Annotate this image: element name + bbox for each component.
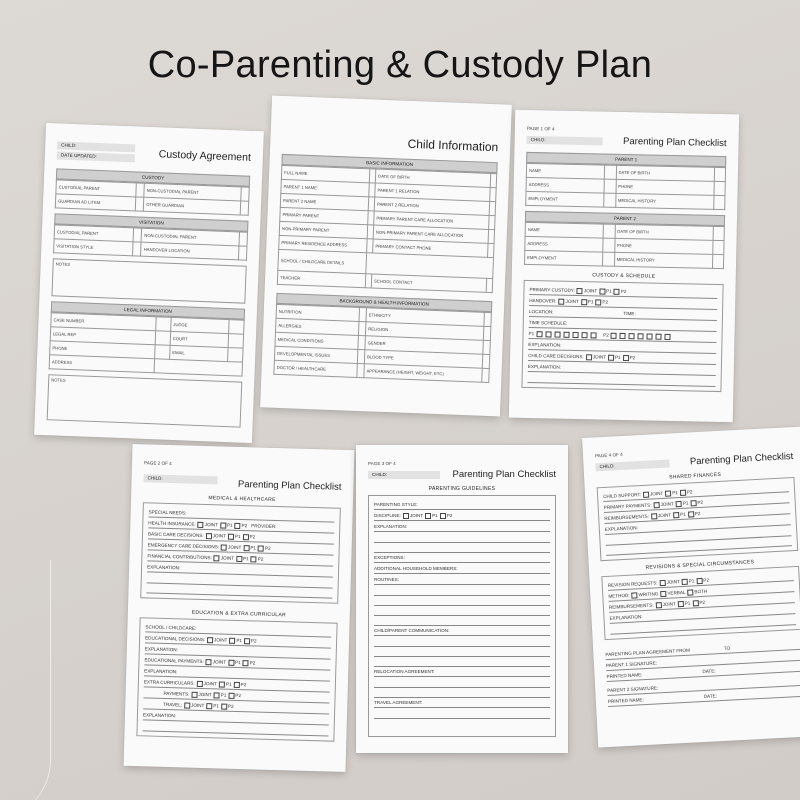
option-label: P1 (606, 288, 612, 294)
checkbox[interactable] (228, 693, 234, 699)
child-field: CHILD: (57, 141, 135, 152)
section-header: CUSTODY (56, 168, 250, 186)
medical-box (140, 502, 341, 603)
date-updated-field: DATE UPDATED: (57, 151, 135, 162)
table-label: DEVELOPMENTAL ISSUES (274, 346, 357, 363)
table-label: DOCTOR / HEALTHCARE (274, 360, 357, 377)
checkbox[interactable] (229, 638, 235, 644)
option-label: JOINT (666, 579, 680, 585)
child-field: CHILD: (527, 135, 603, 145)
table-label: NAME (526, 163, 604, 179)
option-label: P2 (699, 599, 706, 606)
table-label: HANDOVER LOCATION (141, 242, 239, 260)
option-label: P1 (213, 703, 220, 709)
field-label: REVISION REQUESTS: (607, 580, 658, 588)
checkbox[interactable] (221, 544, 227, 550)
field-label: EXPLANATION: (609, 604, 795, 624)
option-label: P1 (242, 556, 249, 562)
field-label: EXCEPTIONS: (374, 553, 550, 563)
checkbox[interactable] (682, 578, 688, 584)
checkbox[interactable] (191, 691, 197, 697)
option-label: JOINT (592, 354, 607, 360)
section-header: REVISIONS & SPECIAL CIRCUMSTANCES (645, 559, 755, 571)
option-label: P1 (684, 600, 691, 606)
field-label: EXPLANATION: (528, 340, 716, 354)
option-label: P1 (225, 681, 232, 687)
table-label: APPEARANCE (HEIGHT, WEIGHT, ETC) (364, 364, 482, 383)
checkbox[interactable] (643, 491, 649, 497)
field-label: LOCATION: (528, 309, 554, 315)
checkbox[interactable] (228, 533, 234, 539)
option-label: JOINT (657, 512, 672, 519)
table-label: NON-CUSTODIAL PARENT (141, 228, 239, 246)
table-label: PHONE (616, 179, 714, 195)
table-label: NAME (525, 222, 603, 238)
option-label: JOINT (212, 533, 227, 539)
table-label: PHONE (50, 341, 156, 359)
option-label: VERBAL (667, 589, 686, 596)
table-label: OTHER GUARDIAN (143, 197, 240, 215)
field-label: TIME: (623, 310, 636, 317)
checkbox[interactable] (673, 512, 679, 518)
field-label: SCHOOL / CHILDCARE: (145, 622, 331, 637)
field-label: CHILD SUPPORT: (602, 492, 642, 499)
table-label: DATE OF BIRTH (615, 224, 713, 240)
education-box (136, 617, 337, 741)
option-label: P1 (234, 533, 241, 540)
checkbox[interactable] (655, 602, 661, 608)
table-label: VISITATION STYLE (54, 239, 133, 256)
section-header: VISITATION (54, 213, 248, 231)
field-label: PRINTED NAME: (606, 672, 643, 680)
field-label: TIME SCHEDULE: (529, 318, 717, 332)
checkbox[interactable] (244, 638, 250, 644)
page-number: PAGE 4 OF 4 (594, 451, 623, 459)
section-header: PARENT 2 (525, 211, 725, 226)
legal-table (49, 312, 245, 376)
checklist-page-2-sheet (124, 444, 355, 772)
field-label: TRAVEL AGREEMENT: (374, 698, 550, 708)
option-label: P2 (694, 510, 701, 517)
field-label: TRAVEL: (163, 701, 183, 708)
option-label: JOINT (649, 490, 664, 497)
option-label: P1 (250, 545, 257, 551)
field-label: EXPLANATION: (143, 710, 329, 725)
table-label: BLOOD TYPE (364, 350, 482, 369)
table-label: ETHNICITY (366, 308, 484, 327)
option-label: JOINT (228, 544, 242, 551)
option-label: P2 (620, 288, 627, 295)
checkbox[interactable] (690, 500, 696, 506)
checkbox[interactable] (219, 681, 225, 687)
field-label: DATE: (702, 668, 716, 675)
field-label: RELOCATION AGREEMENT: (374, 667, 550, 677)
checkbox[interactable] (207, 637, 213, 643)
option-label: P2 (250, 638, 257, 644)
option-label: P2 (602, 299, 609, 305)
checklist-page-3-sheet (356, 445, 568, 753)
field-label: PAYMENTS: (163, 690, 190, 697)
parent-2-table (524, 222, 725, 269)
table-label: PARENT 2 NAME (280, 193, 368, 210)
table-label: MEDICAL HISTORY (615, 193, 713, 209)
visitation-table (53, 224, 248, 260)
sheet-title: Parenting Plan Checklist (237, 478, 342, 493)
table-label: MEDICAL HISTORY (614, 252, 712, 268)
field-label: ROUTINES: (374, 575, 550, 585)
table-label: RELIGION (365, 322, 483, 341)
option-label: JOINT (565, 298, 579, 305)
option-label: JOINT (204, 522, 219, 528)
option-label: P1 (226, 522, 233, 528)
page-number: PAGE 3 OF 4 (368, 461, 396, 466)
page-title: Co-Parenting & Custody Plan (147, 44, 653, 86)
checkbox[interactable] (206, 703, 212, 709)
custody-schedule-box (521, 280, 723, 392)
table-label: ADDRESS (526, 177, 604, 193)
section-header: EDUCATION & EXTRA CURRICULAR (191, 609, 286, 619)
table-label: ALLERGIES (275, 318, 358, 335)
table-label: GENDER (365, 336, 483, 355)
checkbox[interactable] (198, 522, 204, 528)
sheet-title: Parenting Plan Checklist (622, 135, 727, 150)
basic-info-table (277, 165, 497, 293)
option-label: P2 (241, 523, 248, 529)
table-label: PRIMARY CONTACT PHONE (373, 239, 488, 257)
child-field: CHILD: (595, 459, 669, 471)
field-label: EXPLANATION: (147, 562, 333, 577)
section-header: LEGAL INFORMATION (51, 301, 245, 319)
field-label: PROVIDER: (251, 523, 277, 530)
child-field: CHILD: (143, 474, 217, 484)
checkbox[interactable] (595, 299, 601, 305)
field-label: SPECIAL NEEDS: (148, 507, 334, 522)
checkbox[interactable] (235, 523, 241, 529)
option-label: P1 (236, 637, 243, 644)
table-label: CUSTODIAL PARENT (56, 180, 136, 197)
option-label: P2 (686, 489, 693, 495)
notes-box: NOTES (47, 374, 243, 427)
option-label: P2 (697, 499, 704, 506)
health-info-table (273, 304, 492, 383)
field-label: EXPLANATION: (528, 362, 716, 376)
checklist-page-4-sheet (582, 426, 800, 747)
option-label: JOINT (662, 601, 676, 608)
checkbox[interactable] (403, 513, 409, 519)
table-label: ADDRESS (525, 236, 603, 252)
page-number: PAGE 1 OF 4 (526, 125, 555, 132)
option-label: P2 (446, 513, 453, 518)
checkbox[interactable] (228, 659, 234, 665)
option-label: P1 (679, 511, 686, 517)
checkbox[interactable] (251, 556, 257, 562)
checkbox[interactable] (631, 592, 637, 598)
option-label: P2 (240, 682, 247, 688)
option-label: JOINT (409, 513, 424, 518)
field-label: PARENTING PLAN AGREEMENT FROM (605, 647, 690, 658)
table-label: PARENT 1 NAME (281, 179, 369, 196)
option-label: P1 (682, 500, 689, 506)
checkbox[interactable] (214, 692, 220, 698)
option-label: P2 (703, 577, 710, 583)
field-label: PARENTING STYLE: (374, 500, 550, 510)
option-label: P2 (629, 355, 636, 361)
table-label: EMPLOYMENT (525, 250, 603, 266)
sheet-title: Parenting Plan Checklist (689, 450, 794, 468)
option-label: BOTH (694, 588, 708, 595)
guidelines-box (368, 495, 556, 737)
option-label: JOINT (214, 637, 228, 643)
section-header: SHARED FINANCES (669, 471, 722, 481)
table-label: NON-PRIMARY PARENT (279, 221, 367, 238)
table-label: COURT (170, 331, 229, 347)
checkbox[interactable] (233, 682, 239, 688)
checkbox[interactable] (206, 659, 212, 665)
table-label: MEDICAL CONDITIONS (275, 332, 358, 349)
checkbox[interactable] (608, 354, 614, 360)
option-label: P2 (227, 703, 234, 709)
checkbox[interactable] (440, 513, 446, 519)
option-label: P1 (688, 578, 695, 584)
checkbox[interactable] (236, 556, 242, 562)
table-label: LEGAL REP (50, 327, 156, 345)
option-label: JOINT (203, 681, 218, 687)
page-number: PAGE 2 OF 4 (143, 460, 172, 467)
table-label: GUARDIAN AD LITEM (55, 194, 135, 211)
checkbox[interactable] (659, 580, 665, 586)
section-header: PARENTING GUIDELINES (428, 486, 496, 492)
option-label: P1 (614, 354, 621, 360)
table-label: PARENT 2 RELATION (374, 197, 489, 215)
checklist-page-1-sheet (509, 110, 739, 423)
field-label: HANDOVER: (529, 298, 557, 304)
field-label: PARENT 2 SIGNATURE: (607, 676, 800, 696)
field-label: METHOD: (608, 592, 630, 599)
field-label: HEALTH INSURANCE: (148, 520, 196, 527)
checkbox[interactable] (676, 501, 682, 507)
custody-agreement-sheet (34, 123, 264, 443)
checkbox[interactable] (221, 703, 227, 709)
table-label: CASE NUMBER (51, 313, 157, 331)
checkbox[interactable] (258, 545, 264, 551)
field-label: DATE: (703, 693, 718, 700)
checkbox[interactable] (692, 600, 698, 606)
option-label: P1 (587, 299, 594, 305)
table-label: FULL NAME (281, 165, 369, 182)
child-field: CHILD: (368, 471, 440, 479)
checkbox[interactable] (243, 660, 249, 666)
field-label: EXPLANATION: (374, 522, 550, 532)
table-label: NUTRITION (276, 304, 359, 321)
checkbox[interactable] (242, 534, 248, 540)
table-label: DATE OF BIRTH (375, 169, 490, 187)
option-label: P1 (432, 513, 438, 518)
table-label: PRIMARY PARENT CARE ALLOCATION (374, 211, 489, 229)
revisions-box (601, 566, 800, 640)
table-label: JUDGE (171, 317, 230, 333)
child-information-sheet (260, 96, 512, 417)
field-label: PRIMARY CUSTODY: (529, 287, 575, 293)
checkbox[interactable] (425, 513, 431, 519)
field-label: EXPLANATION: (605, 515, 791, 535)
table-label: EMPLOYMENT (526, 191, 604, 207)
option-label: P1 (220, 692, 227, 698)
section-header: CUSTODY & SCHEDULE (592, 272, 656, 280)
option-label: P2 (257, 556, 264, 562)
sheet-title: Child Information (407, 136, 499, 155)
checkbox[interactable] (696, 578, 702, 584)
table-label: SCHOOL / CHILDCARE DETAILS (278, 249, 367, 273)
checkbox[interactable] (586, 354, 592, 360)
checkbox[interactable] (184, 702, 190, 708)
field-label: REIMBURSEMENTS: (608, 602, 654, 610)
field-label: EMERGENCY CARE DECISIONS: (147, 542, 220, 550)
parent-1-table (525, 163, 726, 210)
table-label: NON-CUSTODIAL PARENT (144, 183, 241, 201)
field-label: BASIC CARE DECISIONS: (147, 531, 204, 538)
table-label: PARENT 1 RELATION (375, 183, 490, 201)
section-header: BACKGROUND & HEALTH INFORMATION (276, 293, 492, 312)
option-label: P2 (249, 660, 256, 666)
table-label: NON-PRIMARY PARENT CARE ALLOCATION (373, 225, 488, 243)
checkbox[interactable] (623, 355, 629, 361)
field-label: EXTRA CURRICULARS: (143, 679, 195, 686)
checkbox[interactable] (220, 522, 226, 528)
decorative-wire (0, 560, 51, 800)
checkbox[interactable] (665, 490, 671, 496)
field-label: PARENT 1 SIGNATURE: (606, 651, 800, 671)
checkbox[interactable] (558, 298, 564, 304)
checkbox[interactable] (687, 589, 693, 595)
table-label: CUSTODIAL PARENT (54, 225, 133, 242)
checkbox[interactable] (660, 591, 666, 597)
field-label: FINANCIAL CONTRIBUTIONS: (147, 553, 212, 561)
checkbox[interactable] (653, 502, 659, 508)
field-label: REIMBURSEMENTS: (604, 513, 650, 521)
section-header: PARENT 1 (526, 152, 726, 167)
option-label: JOINT (212, 659, 227, 665)
sheet-title: Custody Agreement (158, 148, 252, 164)
field-label: CHILD CARE DECISIONS: (528, 353, 584, 360)
option-label: P2 (264, 545, 271, 551)
table-label: PHONE (614, 238, 712, 254)
option-label: JOINT (191, 702, 205, 709)
notes-box: NOTES (51, 258, 246, 303)
field-label: DISCIPLINE: (374, 513, 401, 518)
field-label: EXPLANATION: (145, 644, 331, 659)
option-label: JOINT (198, 691, 212, 698)
option-label: P1 (672, 490, 679, 496)
checkbox[interactable] (651, 513, 657, 519)
checkbox[interactable] (577, 288, 583, 294)
table-label: ADDRESS (49, 355, 155, 373)
sheet-title: Parenting Plan Checklist (452, 469, 556, 480)
field-label: PRINTED NAME: (607, 697, 644, 705)
table-label: TEACHER (277, 270, 365, 287)
field-label: CHILD/PARENT COMMUNICATION: (374, 626, 550, 636)
checkbox[interactable] (581, 299, 587, 305)
option-label: P2 (249, 534, 256, 540)
section-header: BASIC INFORMATION (281, 154, 497, 173)
checkbox[interactable] (599, 288, 605, 294)
field-label: PRIMARY PAYMENTS: (603, 502, 652, 510)
finances-box (597, 477, 799, 561)
table-label: PRIMARY PARENT (280, 207, 368, 224)
section-header: MEDICAL & HEALTHCARE (208, 495, 276, 503)
field-label: EXPLANATION: (144, 666, 330, 681)
table-label: SCHOOL CONTACT (371, 274, 486, 292)
checkbox[interactable] (206, 533, 212, 539)
checkbox[interactable] (688, 511, 694, 517)
option-label: P2 (235, 692, 242, 699)
field-label: EDUCATIONAL DECISIONS: (145, 635, 206, 643)
checkbox[interactable] (214, 555, 220, 561)
field-label: TO (723, 645, 731, 651)
checkbox[interactable] (614, 289, 620, 295)
option-label: P1 (235, 659, 241, 666)
option-label: WRITING (638, 591, 659, 598)
checkbox[interactable] (197, 681, 203, 687)
option-label: JOINT (660, 501, 674, 508)
custody-table (55, 179, 250, 215)
checkbox[interactable] (243, 545, 249, 551)
field-label: EDUCATIONAL PAYMENTS: (144, 657, 204, 665)
table-label: PRIMARY RESIDENCE ADDRESS (279, 235, 367, 252)
checkbox[interactable] (680, 489, 686, 495)
option-label: P2 (603, 332, 609, 338)
table-label: DATE OF BIRTH (616, 165, 714, 181)
option-label: JOINT (220, 555, 235, 561)
table-label: EMAIL (169, 345, 228, 361)
option-label: JOINT (583, 288, 598, 294)
option-label: P1 (528, 331, 535, 337)
field-label: ADDITIONAL HOUSEHOLD MEMBERS: (374, 564, 550, 574)
checkbox[interactable] (678, 601, 684, 607)
